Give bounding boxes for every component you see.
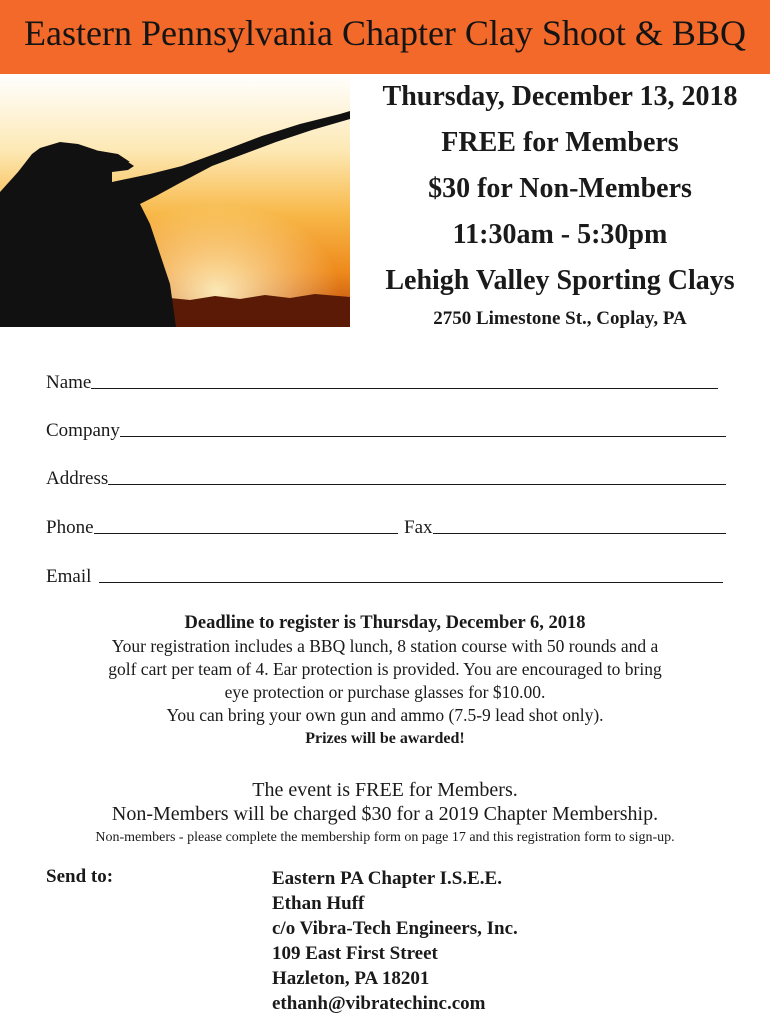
shooter-silhouette-image — [0, 74, 350, 327]
deadline-text: Deadline to register is Thursday, December 6, 2018 — [184, 613, 586, 633]
event-venue: Lehigh Valley Sporting Clays — [385, 265, 735, 296]
fax-label: Fax — [404, 517, 433, 538]
name-line[interactable] — [91, 387, 718, 389]
event-details — [350, 74, 770, 334]
address-line-1: Eastern PA Chapter I.S.E.E. — [272, 868, 502, 889]
address-label: Address — [46, 468, 109, 489]
name-label: Name — [46, 372, 92, 393]
fax-line[interactable] — [433, 532, 727, 534]
nonmember-price: $30 for Non-Members — [428, 173, 692, 204]
address-field[interactable] — [46, 460, 726, 490]
header-banner — [0, 0, 770, 74]
event-time: 11:30am - 5:30pm — [452, 219, 668, 250]
membership-note: Non-members - please complete the membership form on page 17 and this registration form to sign-up. — [95, 830, 675, 845]
address-line-3: c/o Vibra-Tech Engineers, Inc. — [272, 918, 518, 939]
address-line[interactable] — [108, 483, 726, 485]
email-line[interactable] — [99, 581, 723, 583]
info-line-2: golf cart per team of 4. Ear protection is provided. You are encouraged to bring — [108, 659, 662, 679]
membership-line-2: Non-Members will be charged $30 for a 2019 Chapter Membership. — [111, 803, 659, 825]
address-line-5: Hazleton, PA 18201 — [272, 968, 430, 989]
send-to-label: Send to: — [46, 866, 114, 887]
company-label: Company — [46, 420, 120, 441]
fax-field[interactable] — [404, 509, 726, 539]
info-line-4: You can bring your own gun and ammo (7.5-9 lead shot only). — [166, 705, 604, 725]
phone-label: Phone — [46, 517, 94, 538]
member-price: FREE for Members — [441, 127, 679, 158]
phone-field[interactable] — [46, 509, 398, 539]
membership-info — [0, 778, 770, 848]
name-field[interactable] — [46, 364, 718, 394]
info-line-3: eye protection or purchase glasses for $10.00. — [224, 682, 546, 702]
prizes-text: Prizes will be awarded! — [305, 730, 465, 747]
company-line[interactable] — [120, 435, 726, 437]
contact-email[interactable]: ethanh@vibratechinc.com — [272, 993, 486, 1014]
address-line-2: Ethan Huff — [272, 893, 365, 914]
mailing-address — [272, 866, 518, 1016]
email-field[interactable] — [46, 558, 723, 588]
company-field[interactable] — [46, 412, 726, 442]
address-line-4: 109 East First Street — [272, 943, 438, 964]
membership-line-1: The event is FREE for Members. — [252, 779, 518, 801]
email-label: Email — [46, 566, 92, 587]
page-title: Eastern Pennsylvania Chapter Clay Shoot & BBQ — [24, 13, 746, 53]
registration-info — [0, 612, 770, 750]
event-date: Thursday, December 13, 2018 — [382, 81, 738, 112]
venue-address: 2750 Limestone St., Coplay, PA — [433, 308, 687, 329]
phone-line[interactable] — [94, 532, 399, 534]
info-line-1: Your registration includes a BBQ lunch, 8 station course with 50 rounds and a — [111, 636, 659, 656]
